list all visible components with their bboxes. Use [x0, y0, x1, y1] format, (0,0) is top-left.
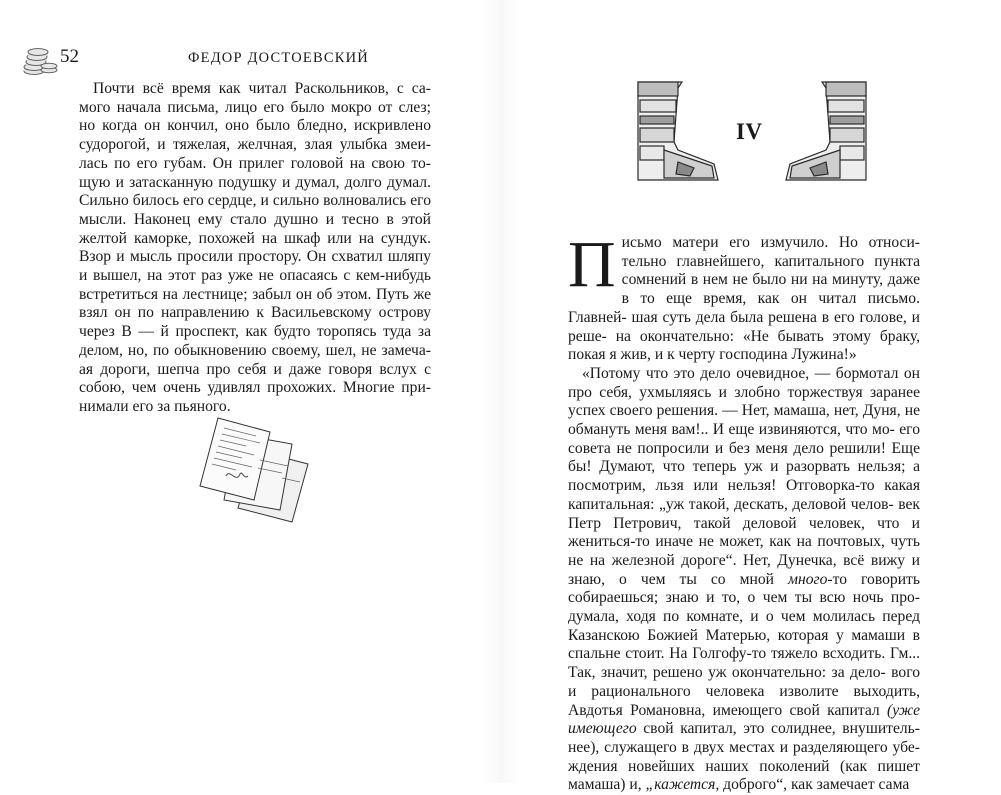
text-line: ждения новейших наших поколений (как пишет: [568, 757, 920, 775]
text-line: чуть не на железной дороге“. Нет, Дунечка, всё: [568, 533, 920, 569]
italic-emphasis: много: [788, 570, 828, 588]
right-text-block: [568, 228, 921, 795]
text-line: его мысли. Наконец ему стало душно и тесно в этой: [79, 192, 431, 228]
text-line: успех своего решения. — Нет, мамаша, нет, Дуня,: [568, 402, 901, 420]
text-line: Казанскою Божией Матерью, которая у мамаши: [568, 626, 906, 644]
italic-emphasis: имеющего: [568, 720, 637, 738]
text-line: сомнений в нем не было ни на минуту, даже: [621, 271, 920, 289]
letter-papers-icon: [196, 414, 314, 531]
text-line: лась по его губам. Он прилег головой на свою то-: [79, 154, 431, 172]
text-line: а посмотрим, льзя или нельзя! Отговорка-то какая: [568, 458, 920, 495]
italic-emphasis: „кажется,: [645, 776, 720, 794]
page-number: 52: [60, 46, 79, 67]
text-line: Гм... Так, значит, решено уж окончательно: за дело-: [568, 645, 921, 682]
running-head: ФЕДОР ДОСТОЕВСКИЙ: [188, 50, 369, 66]
text-line: Взор и мысль просили простору. Он схватил шляпу: [79, 248, 431, 266]
text-line: про себя, ухмыляясь и злобно торжествуя заранее: [568, 383, 920, 401]
text-line: я жив, и к черту господина Лужина!»: [609, 346, 857, 364]
text-line: Еще бы! Думают, что теперь уж и разорвать нельзя;: [568, 439, 920, 476]
paragraph: [568, 228, 920, 365]
text-line: в то еще время, как он читал письмо. Главней-: [568, 290, 920, 326]
text-line: вого и рационального человека изволите выходить,: [568, 664, 920, 700]
text-line: век Петр Петрович, такой деловой человек, что: [568, 495, 920, 532]
text-line: и жениться-то иначе не может, как на почтовых,: [568, 514, 920, 551]
text-line: капитальная: „уж такой, дескать, деловой челов-: [568, 495, 894, 513]
text-line: Почти всё время как читал Раскольников, с са-: [93, 80, 431, 97]
chapter-number: IV: [736, 119, 763, 144]
text-line: желтой каморке, похожей на шкаф или на сундук.: [79, 229, 431, 247]
text-line: свой капитал, это солиднее, внушитель-: [636, 720, 920, 738]
page-header: [22, 40, 462, 80]
coin-stack-icon: [22, 44, 58, 83]
text-line: доброго“, как замечает сама: [719, 776, 910, 794]
text-line: ая дороги, шепча про себя и даже говоря вслух: [79, 360, 417, 378]
text-line: -то говорить: [827, 570, 920, 588]
text-line: встретиться на лестнице; забыл он об этом. Путь же: [79, 285, 431, 303]
left-page: [0, 0, 500, 783]
drop-cap: П: [568, 228, 616, 301]
text-line: но когда он кончил, оно было бледно, искривлено: [79, 117, 431, 135]
text-line: и вышел, на этот раз уже не опасаясь с кем-нибудь: [79, 267, 431, 285]
paragraph: [568, 365, 920, 795]
text-line: на окончательно: «Не бывать этому браку, покая: [568, 327, 920, 364]
text-line: Авдотья Романовна, имеющего свой капитал: [568, 701, 888, 719]
text-line: вижу и знаю, о чем ты со мной: [568, 551, 921, 588]
text-line: через В — й проспект, как будто торопясь туда за: [79, 323, 431, 341]
text-line: нимали его за пьяного.: [79, 397, 231, 415]
text-line: взял он по направлению к Васильевскому острову: [79, 304, 431, 322]
text-line: мамаша) и,: [568, 776, 646, 794]
text-line: нее), служащего в двух местах и разделяющего убе-: [568, 738, 920, 756]
italic-emphasis: (уже: [887, 701, 920, 719]
text-line: не обмануть меня вам!.. И еще извиняются, что мо-: [568, 402, 921, 439]
text-line: собираешься; знаю и то, о чем ты всю ночь про-: [568, 589, 920, 607]
paragraph: [79, 80, 431, 417]
text-line: думала, ходя по комнате, и о чем молилась перед: [568, 608, 920, 626]
text-line: шая суть дела была решена в его голове, и реше-: [568, 308, 920, 345]
left-text-block: [79, 80, 431, 417]
text-line: мого начала письма, лицо его было мокро от слез;: [79, 98, 431, 116]
text-line: его совета не попросили и без меня дело решили!: [568, 421, 920, 457]
text-line: с собою, чем очень удивлял прохожих. Многие при-: [79, 360, 431, 397]
text-line: Сильно билось его сердце, и сильно волновались: [79, 192, 407, 210]
text-line: в спальне стоит. На Голгофу-то тяжело всходить.: [568, 626, 920, 663]
text-line: тельно главнейшего, капитального пункта: [621, 252, 920, 270]
text-line: судорогой, и тяжелая, желчная, злая улыбка змеи-: [79, 136, 431, 154]
text-line: исьмо матери его измучило. Но относи-: [621, 234, 920, 251]
text-line: «Потому что это дело очевидное, — бормотал он: [582, 364, 920, 382]
text-line: делом, но, по обыкновению своему, шел, не замеча-: [79, 341, 431, 359]
text-line: щую и затасканную подушку и думал, долго думал.: [79, 173, 431, 191]
